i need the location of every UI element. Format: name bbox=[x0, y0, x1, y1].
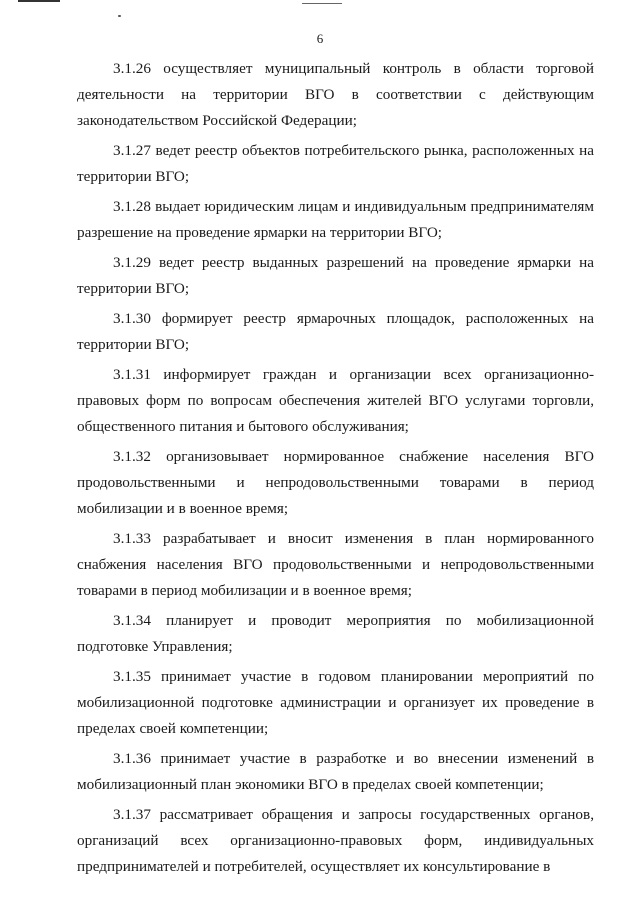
paragraph-3-1-32: 3.1.32 организовывает нормированное снабжение населения ВГО продовольственными и непродовольственными товарами в период мобилизации и в военное время; bbox=[77, 448, 594, 517]
paragraph-3-1-37: 3.1.37 рассматривает обращения и запросы государственных органов, организаций всех организационно-правовых форм, индивидуальных предпринимателей и потребителей, осуществляет их консультирование в bbox=[77, 806, 594, 875]
scan-speck bbox=[118, 15, 121, 17]
paragraph-3-1-35: 3.1.35 принимает участие в годовом планировании мероприятий по мобилизационной подготовке администрации и организует их проведение в пределах своей компетенции; bbox=[77, 668, 594, 737]
paragraph-3-1-30: 3.1.30 формирует реестр ярмарочных площадок, расположенных на территории ВГО; bbox=[77, 310, 594, 353]
document-body bbox=[77, 56, 594, 884]
paragraph-3-1-31: 3.1.31 информирует граждан и организации всех организационно-правовых форм по вопросам обеспечения жителей ВГО услугами торговли, общественного питания и бытового обслуживания; bbox=[77, 366, 594, 435]
scan-edge-mark bbox=[18, 0, 60, 2]
paragraph-3-1-28: 3.1.28 выдает юридическим лицам и индивидуальным предпринимателям разрешение на проведение ярмарки на территории ВГО; bbox=[77, 198, 594, 241]
paragraph-3-1-29: 3.1.29 ведет реестр выданных разрешений на проведение ярмарки на территории ВГО; bbox=[77, 254, 594, 297]
page-number: 6 bbox=[316, 31, 324, 46]
paragraph-3-1-34: 3.1.34 планирует и проводит мероприятия по мобилизационной подготовке Управления; bbox=[77, 612, 594, 655]
paragraph-3-1-27: 3.1.27 ведет реестр объектов потребительского рынка, расположенных на территории ВГО; bbox=[77, 142, 594, 185]
scan-edge-mark bbox=[302, 3, 342, 4]
paragraph-3-1-36: 3.1.36 принимает участие в разработке и во внесении изменений в мобилизационный план экономики ВГО в пределах своей компетенции; bbox=[77, 750, 594, 793]
paragraph-3-1-33: 3.1.33 разрабатывает и вносит изменения в план нормированного снабжения населения ВГО продовольственными и непродовольственными товарами в период мобилизации и в военное время; bbox=[77, 530, 594, 599]
paragraph-3-1-26: 3.1.26 осуществляет муниципальный контроль в области торговой деятельности на территории ВГО в соответствии с действующим законодательством Российской Федерации; bbox=[77, 60, 594, 129]
